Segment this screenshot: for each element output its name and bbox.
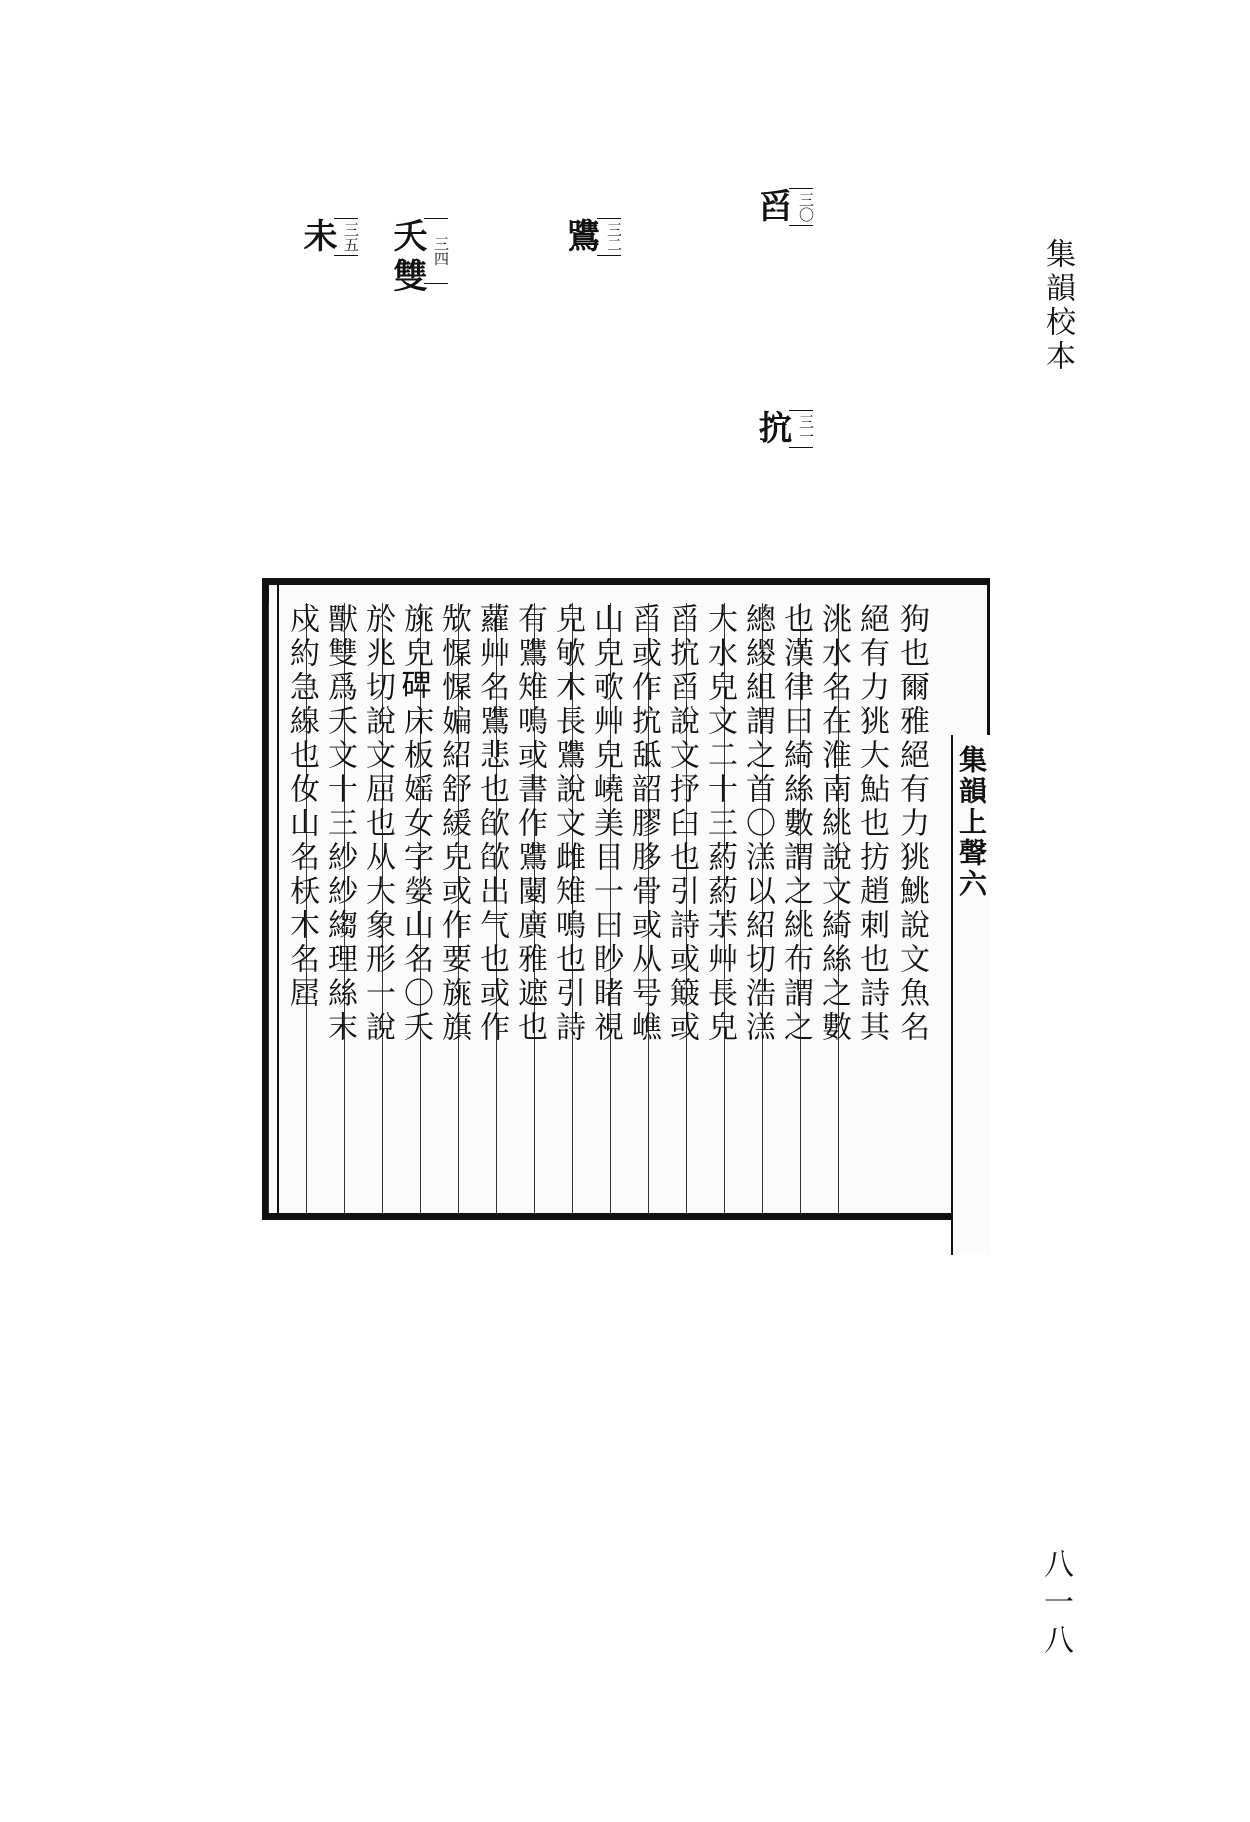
collation-note-32: [560, 218, 623, 270]
woodblock-page: [262, 578, 990, 1220]
note-marker: 三一: [789, 410, 813, 448]
note-marker: 三二: [597, 218, 621, 256]
note-glyph: 抭: [752, 410, 792, 450]
note-marker: 三〇: [789, 188, 813, 226]
collation-note-35: [297, 218, 360, 270]
text-column: 皃㰬木長鷕說文雌雉鳴也引詩: [534, 603, 599, 1213]
text-column: 總緵組謂之首〇溔以紹切浩溔: [724, 603, 789, 1213]
note-glyph: 舀: [752, 188, 792, 228]
text-column: 大水皃文二十三葯葯茮艸長皃: [686, 603, 751, 1213]
text-column: 蘿艸名鷕悲也欿欿出气也或作: [458, 603, 523, 1213]
text-column: 也漢律曰綺絲數謂之絩布謂之: [762, 603, 827, 1213]
page-number: 八一八: [1038, 1548, 1073, 1662]
text-column: 獸雙爲夭文十三紗紗縐理絲末: [306, 603, 371, 1213]
note-glyph: 鷕: [560, 218, 600, 258]
text-column: 洮水名在淮南絩說文綺絲之數: [800, 603, 865, 1213]
text-column: 旐皃𥓓床板媱女字嫈山名〇夭: [382, 603, 447, 1213]
center-fold-strip: [951, 735, 991, 1255]
collation-note-31: [752, 410, 815, 462]
text-column: 狗也爾雅絕有力狣鮡說文魚名: [894, 603, 929, 1045]
text-frame: [277, 585, 987, 1213]
collation-note-30: [752, 188, 815, 240]
note-marker: 三四: [424, 218, 448, 284]
collation-note-34: [387, 218, 450, 298]
text-column: 有鷕雉鳴或書作鷕闄廣雅遮也: [496, 603, 561, 1213]
text-column: 㰫㥡㥡媥紹舒緩皃或作要旐旗: [420, 603, 485, 1213]
text-column: 戍約急線也㚢山名枖木名𡲬: [268, 603, 333, 1213]
text-column: 於兆切說文屈也从大象形一說: [344, 603, 409, 1213]
text-column: 山皃㰤艸皃嶢美目一曰眇睹視: [572, 603, 637, 1213]
text-column: 絕有力狣大鮎也㧍趙刺也詩其: [838, 603, 903, 1213]
note-glyph: 夭雙: [387, 218, 427, 298]
text-column: 舀或作抭䑛韶膠䏧骨或从号嶕: [610, 603, 675, 1213]
text-column: 舀抭舀說文抒臼也引詩或簸或: [648, 603, 713, 1213]
note-glyph: 未: [297, 218, 337, 258]
strip-title: 集韻上聲六: [955, 745, 988, 900]
running-head: 集韻校本: [1040, 238, 1075, 374]
note-marker: 三五: [334, 218, 358, 256]
